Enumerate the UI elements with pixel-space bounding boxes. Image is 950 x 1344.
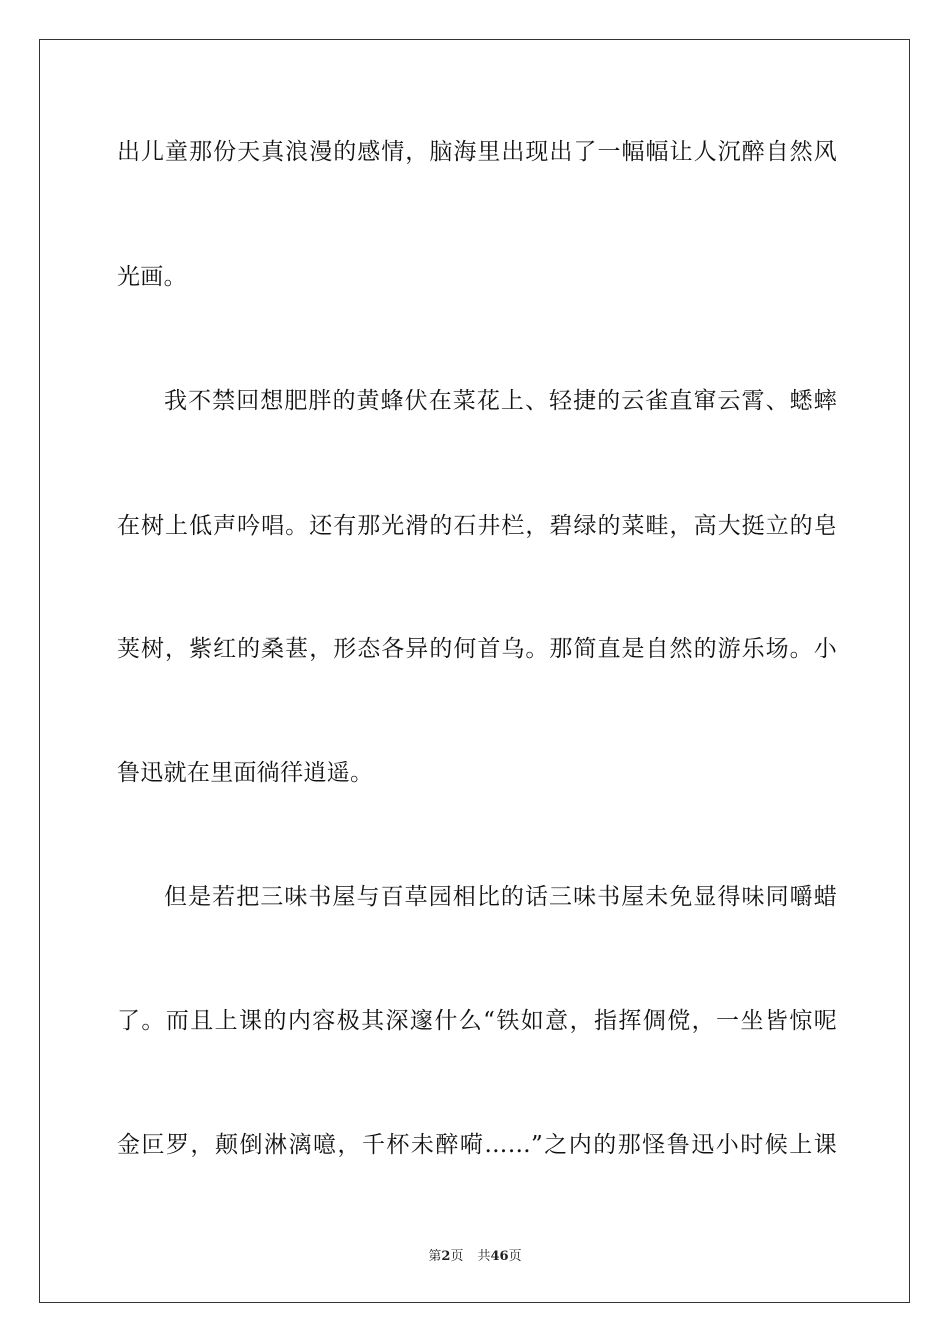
page-suffix: 页	[450, 1249, 464, 1264]
page-number: 2	[441, 1249, 451, 1264]
total-suffix: 页	[508, 1249, 522, 1264]
text-line-4: 在树上低声吟唱。还有那光滑的石井栏，碧绿的菜畦，高大挺立的皂	[117, 513, 837, 539]
text-line-3: 我不禁回想肥胖的黄蜂伏在菜花上、轻捷的云雀直窜云霄、蟋蟀	[164, 388, 837, 414]
text-line-5: 荚树，紫红的桑葚，形态各异的何首乌。那简直是自然的游乐场。小	[117, 636, 837, 662]
text-line-9: 金叵罗，颠倒淋漓噫，千杯未醉嗬……”之内的那怪鲁迅小时候上课	[117, 1132, 837, 1158]
text-line-8: 了。而且上课的内容极其深邃什么“铁如意，指挥倜傥，一坐皆惊呢	[117, 1008, 837, 1034]
text-line-6: 鲁迅就在里面徜徉逍遥。	[117, 760, 374, 786]
page-prefix: 第	[428, 1249, 442, 1264]
page-footer	[0, 1248, 950, 1266]
text-line-7: 但是若把三味书屋与百草园相比的话三味书屋未免显得味同嚼蜡	[164, 884, 837, 910]
text-line-1: 出儿童那份天真浪漫的感情，脑海里出现出了一幅幅让人沉醉自然风	[117, 139, 837, 165]
text-line-2: 光画。	[117, 264, 187, 290]
total-prefix: 共	[477, 1249, 491, 1264]
page-border	[39, 39, 910, 1303]
total-pages: 46	[490, 1249, 509, 1264]
